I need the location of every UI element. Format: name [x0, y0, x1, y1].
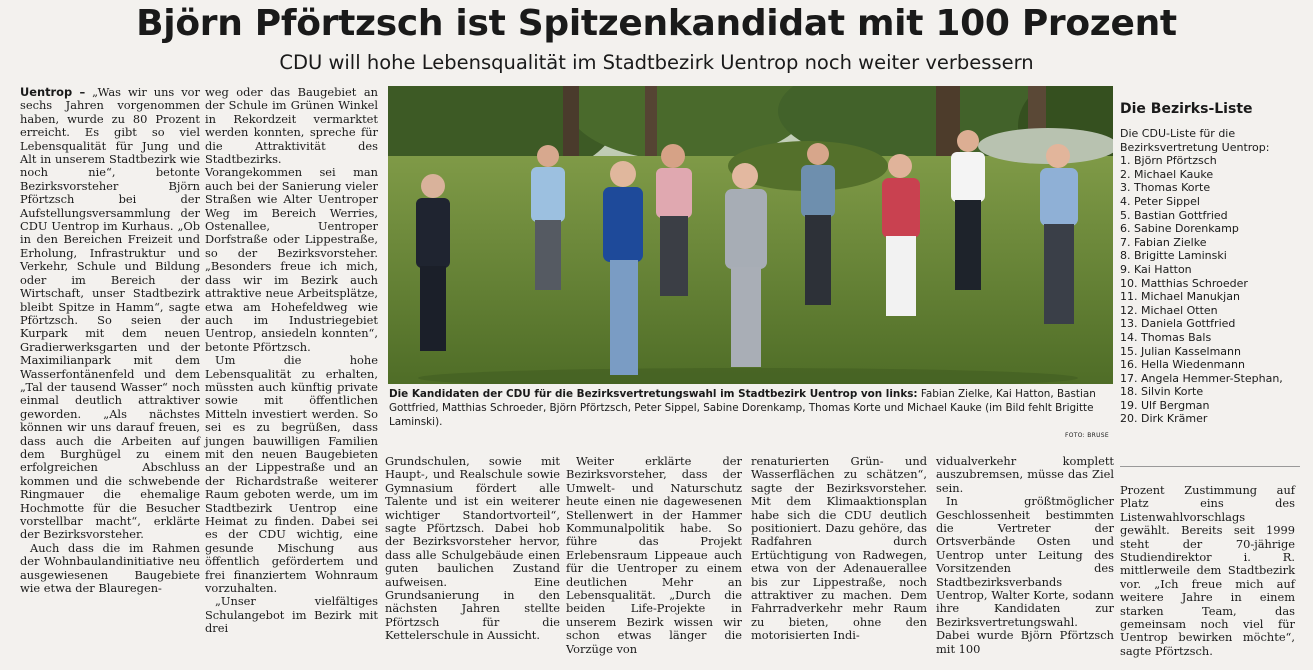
sidebar-title: Die Bezirks-Liste: [1120, 101, 1253, 117]
dateline: Uentrop –: [20, 85, 86, 99]
article-column-7: [1120, 484, 1295, 658]
sidebar-box: [1120, 100, 1300, 426]
caption-text: Fabian Zielke, Kai Hatton, Bastian Gottfried, Matthias Schroeder, Björn Pförtzsch, Peter Sippel, Sabine Dorenkamp, Thomas Korte und Michael Kauke (im Bild fehlt Brigitte Laminski).: [389, 388, 1096, 428]
paragraph-text: „Was wir uns vor sechs Jahren vorgenommen haben, wurde zu 80 Prozent erreicht. Es gibt so viel Lebensqualität für Jung und Alt in unserem Stadtbezirk wie noch nie“, betonte Bezirksvorsteher Björn Pförtzsch bei der Aufstellungsversammlung der CDU Uentrop im Kurhaus. „Ob in den Bereichen Freizeit und Erholung, Infrastruktur und Verkehr, Schule und Bildung oder im Bereich der Wirtschaft, unser Stadtbezirk bleibt Spitze in Hamm“, sagte Pförtzsch. So seien der Kurpark mit dem neuen Gradierwerksgarten und der Maximilianpark mit dem Wasserfontänenfeld und dem „Tal der tausend Wasser“ noch einmal deutlich attraktiver geworden. „Als nächstes können wir uns darauf freuen, dass auch die Arbeiten auf dem Burghügel zu einem erfolgreichen Abschluss kommen und die schwebende Ringmauer die ehemalige Hochmotte für die Besucher vorstellbar macht“, erklärte der Bezirksvorsteher.: [20, 85, 200, 542]
list-item: 16. Hella Wiedenmann: [1120, 358, 1245, 372]
list-item: 8. Brigitte Laminski: [1120, 249, 1227, 263]
article-paragraph: Grundschulen, sowie mit Haupt-, und Realschule sowie Gymnasium fördert alle Talente und ist ein weiterer wichtiger Standortvorteil“, sagte Pförtzsch. Dabei hob der Bezirksvorsteher hervor, dass alle Schulgebäude einen guten baulichen Zustand aufweisen. Eine Grundsanierung in den nächsten Jahren stellte Pförtzsch für die Kettelerschule in Aussicht.: [385, 454, 560, 643]
headline: Björn Pförtzsch ist Spitzenkandidat mit 100 Prozent: [136, 3, 1177, 44]
list-item: 7. Fabian Zielke: [1120, 235, 1207, 249]
article-paragraph: „Unser vielfältiges Schulangebot im Bezirk mit drei: [205, 594, 378, 636]
list-item: 17. Angela Hemmer-Stephan,: [1120, 371, 1283, 385]
article-paragraph: Auch dass die im Rahmen der Wohnbaulandinitiative neu ausgewiesenen Baugebiete wie etwa der Blauregen-: [20, 540, 200, 596]
list-item: 15. Julian Kasselmann: [1120, 344, 1241, 358]
subheadline: CDU will hohe Lebensqualität im Stadtbezirk Uentrop noch weiter verbessern: [279, 51, 1034, 74]
list-item: 11. Michael Manukjan: [1120, 290, 1240, 304]
list-item: 20. Dirk Krämer: [1120, 412, 1208, 426]
sidebar-intro: Die CDU-Liste für die Bezirksvertretung Uentrop:: [1120, 127, 1270, 154]
list-item: 3. Thomas Korte: [1120, 181, 1211, 195]
photo-caption: [389, 387, 1109, 429]
article-column-3: [385, 455, 560, 643]
list-item: 4. Peter Sippel: [1120, 194, 1200, 208]
list-item: 14. Thomas Bals: [1120, 330, 1212, 344]
article-paragraph: weg oder das Baugebiet an der Schule im Grünen Winkel in Rekordzeit vermarktet werden konnten, spreche für die Attraktivität des Stadtbezirks. Vorangekommen sei man auch bei der Sanierung vieler Straßen wie Alter Uentroper Weg im Bereich Werries, Ostenallee, Uentroper Dorfstraße oder Lippestraße, so der Bezirksvorsteher. „Besonders freue ich mich, dass wir im Bezirk auch attraktive neue Arbeitsplätze, etwa am Hohefeldweg wie auch im Industriegebiet Uentrop, ansiedeln konnten“, betonte Pförtzsch.: [205, 85, 378, 354]
list-item: 19. Ulf Bergman: [1120, 398, 1210, 412]
article-paragraph: In größtmöglicher Geschlossenheit bestimmten die Vertreter der Ortsverbände Osten und Uentrop unter Leitung des Vorsitzenden des Stadtbezirksverbands Uentrop, Walter Korte, sodann ihre Kandidaten zur Bezirksvertretungswahl. Dabei wurde Björn Pförtzsch mit 100: [936, 494, 1114, 656]
article-paragraph: vidualverkehr komplett auszubremsen, müsse das Ziel sein.: [936, 454, 1114, 495]
photo-credit: FOTO: BRUSE: [1065, 432, 1109, 439]
article-paragraph: renaturierten Grün- und Wasserflächen zu schätzen“, sagte der Bezirksvorsteher. Mit dem Klimaaktionsplan habe sich die CDU deutlich positioniert. Dazu gehöre, das Radfahren durch Ertüchtigung von Radwegen, etwa von der Adenauerallee bis zur Lippestraße, noch attraktiver zu machen. Dem Fahrradverkehr mehr Raum zu bieten, ohne den motorisierten Indi-: [751, 454, 927, 643]
caption-lead: Die Kandidaten der CDU für die Bezirksvertretungswahl im Stadtbezirk Uentrop von links:: [389, 388, 918, 400]
article-column-6: [936, 455, 1114, 656]
article-column-4: [566, 455, 742, 656]
article-paragraph: [20, 86, 200, 542]
sidebar-divider: [1120, 466, 1300, 467]
article-column-5: [751, 455, 927, 643]
list-item: 6. Sabine Dorenkamp: [1120, 222, 1239, 236]
candidate-list: [1120, 154, 1300, 426]
article-column-2: [205, 86, 378, 666]
list-item: 10. Matthias Schroeder: [1120, 276, 1248, 290]
list-item: 12. Michael Otten: [1120, 303, 1218, 317]
article-paragraph: Prozent Zustimmung auf Platz eins des Listenwahlvorschlags gewählt. Bereits seit 1999 steht der 70-jährige Studiendirektor i. R. mittlerweile dem Stadtbezirk vor. „Ich freue mich auf weitere Jahre in einem starken Team, das gemeinsam noch viel für Uentrop bewirken möchte“, sagte Pförtzsch.: [1120, 483, 1295, 658]
list-item: 1. Björn Pförtzsch: [1120, 154, 1217, 168]
group-photo: [388, 86, 1113, 384]
list-item: 2. Michael Kauke: [1120, 167, 1214, 181]
park-group-photo-image: [388, 86, 1113, 384]
list-item: 13. Daniela Gottfried: [1120, 317, 1236, 331]
list-item: 18. Silvin Korte: [1120, 385, 1204, 399]
article-column-1: [20, 86, 200, 666]
list-item: 9. Kai Hatton: [1120, 262, 1192, 276]
article-paragraph: Um die hohe Lebensqualität zu erhalten, müssten auch künftig private sowie mit öffentlichen Mitteln investiert werden. So sei es zu begrüßen, dass jungen bauwilligen Familien mit den neuen Baugebieten an der Lippestraße und an der Richardstraße weiterer Raum geboten werde, um im Stadtbezirk Uentrop eine Heimat zu finden. Dabei sei es der CDU wichtig, eine gesunde Mischung aus öffentlich gefördertem und frei finanziertem Wohnraum vorzuhalten.: [205, 353, 378, 596]
article-paragraph: Weiter erklärte der Bezirksvorsteher, dass der Umwelt- und Naturschutz heute einen nie dagewesenen Stellenwert in der Hammer Kommunalpolitik habe. So führe das Projekt Erlebensraum Lippeaue auch für die Uentroper zu einem deutlichen Mehr an Lebensqualität. „Durch die beiden Life-Projekte in unserem Bezirk wissen wir schon etwas länger die Vorzüge von: [566, 454, 742, 656]
list-item: 5. Bastian Gottfried: [1120, 208, 1228, 222]
